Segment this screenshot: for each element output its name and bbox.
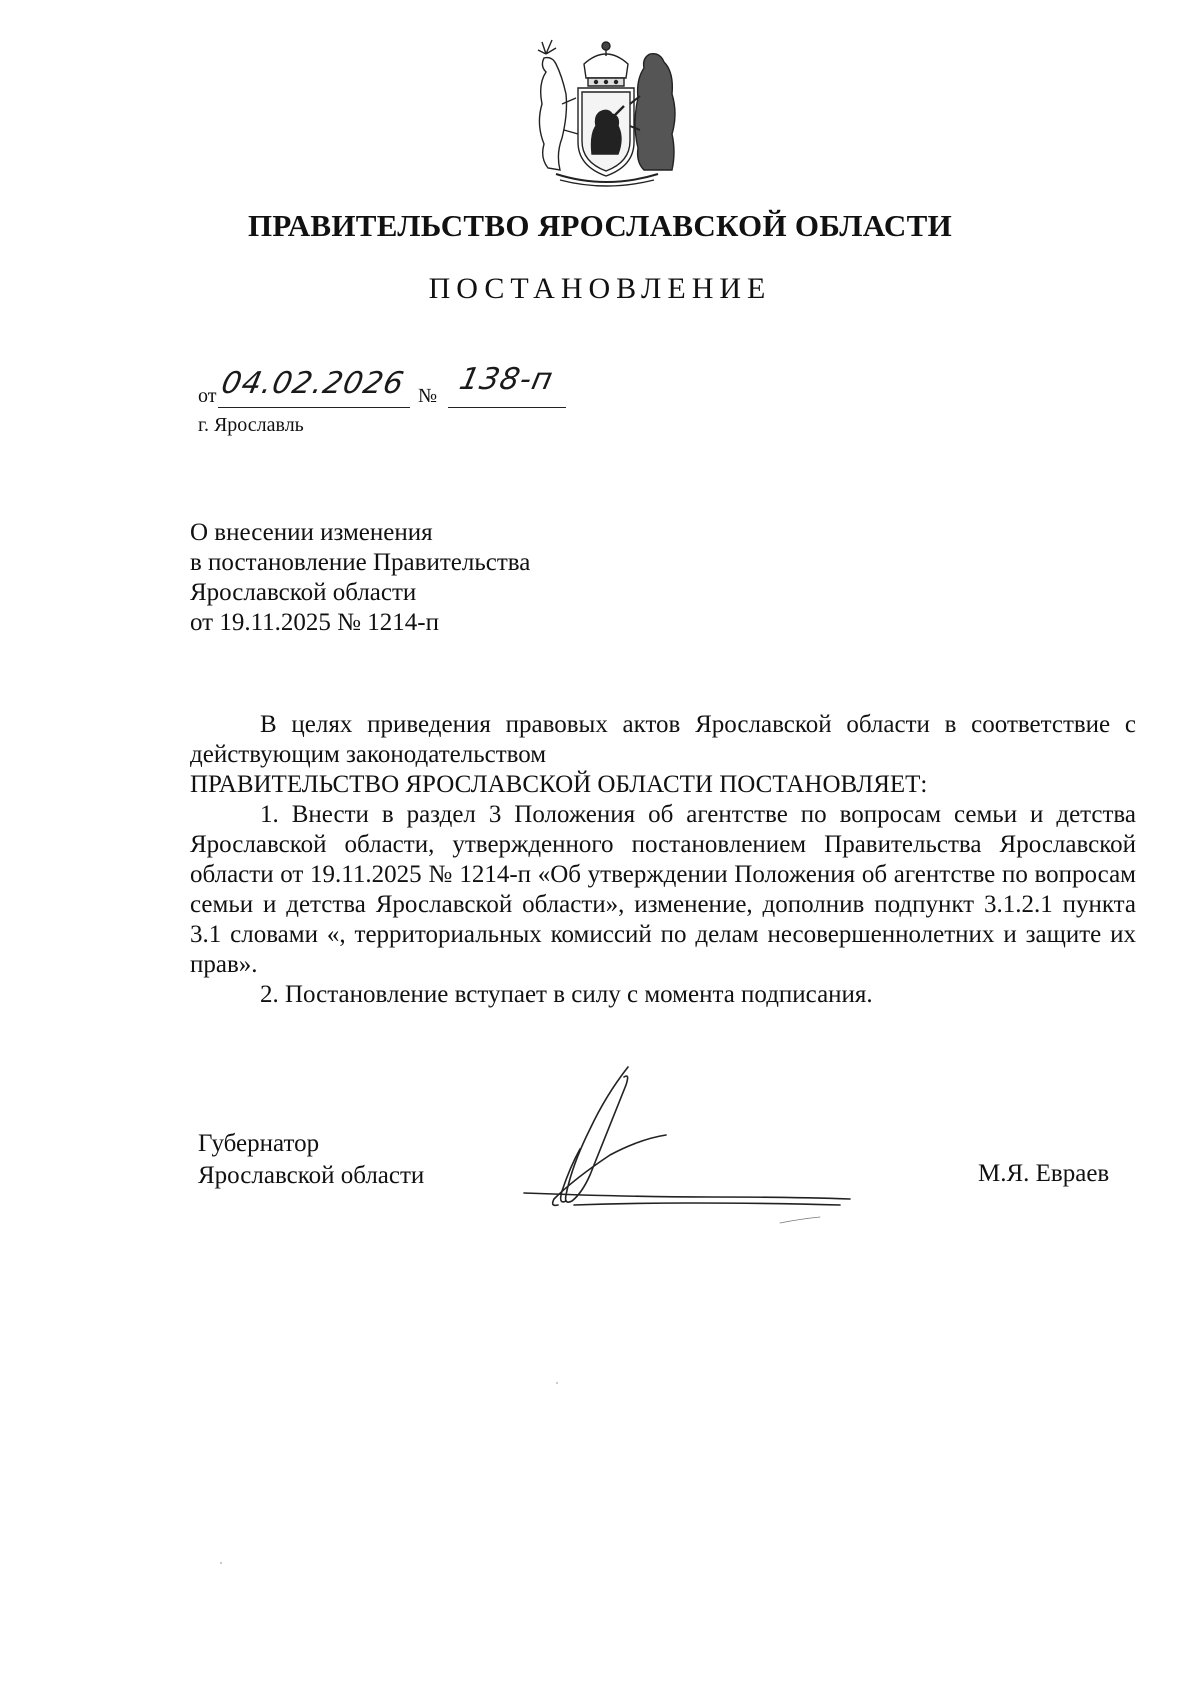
handwritten-number: 138-п <box>456 362 557 397</box>
resolution-subject <box>190 518 530 638</box>
handwritten-signature <box>510 1055 890 1245</box>
issue-date-number-row <box>198 364 598 410</box>
preamble-paragraph: В целях приведения правовых актов Ярославской области в соответствие с действующим законодательством <box>190 711 1136 768</box>
item-1-paragraph: 1. Внести в раздел 3 Положения об агентстве по вопросам семьи и детства Ярославской области, утвержденного постановлением Правительства Ярославской области от 19.11.2025 № 1214-п «Об утверждении Положения об агентстве по вопросам семьи и детства Ярославской области», изменение, дополнив подпункт 3.1.2.1 пункта 3.1 словами «, территориальных комиссий по делам несовершеннолетних и защите их прав». <box>190 801 1136 978</box>
resolves-line: ПРАВИТЕЛЬСТВО ЯРОСЛАВСКОЙ ОБЛАСТИ ПОСТАНОВЛЯЕТ: <box>190 771 928 798</box>
handwritten-date: 04.02.2026 <box>218 366 408 401</box>
number-underline <box>448 407 566 408</box>
number-label: № <box>418 385 438 407</box>
subject-line: О внесении изменения <box>190 519 433 546</box>
position-line: Губернатор <box>198 1130 320 1157</box>
coat-of-arms-emblem <box>526 34 686 192</box>
resolution-body <box>190 710 1136 1010</box>
subject-line: Ярославской области <box>190 579 417 606</box>
date-label: от <box>198 385 217 407</box>
item-2-paragraph: 2. Постановление вступает в силу с момента подписания. <box>260 981 873 1008</box>
date-underline <box>218 407 410 408</box>
position-line: Ярославской области <box>198 1162 425 1189</box>
subject-line: от 19.11.2025 № 1214-п <box>190 609 439 636</box>
document-type-heading: ПОСТАНОВЛЕНИЕ <box>428 272 772 305</box>
city-label: г. Ярославль <box>198 414 304 436</box>
signatory-position <box>198 1128 424 1192</box>
scan-speck <box>556 1382 558 1384</box>
signatory-name: М.Я. Евраев <box>978 1160 1110 1187</box>
scan-speck <box>220 1562 222 1564</box>
subject-line: в постановление Правительства <box>190 549 531 576</box>
government-title: ПРАВИТЕЛЬСТВО ЯРОСЛАВСКОЙ ОБЛАСТИ <box>248 208 952 243</box>
